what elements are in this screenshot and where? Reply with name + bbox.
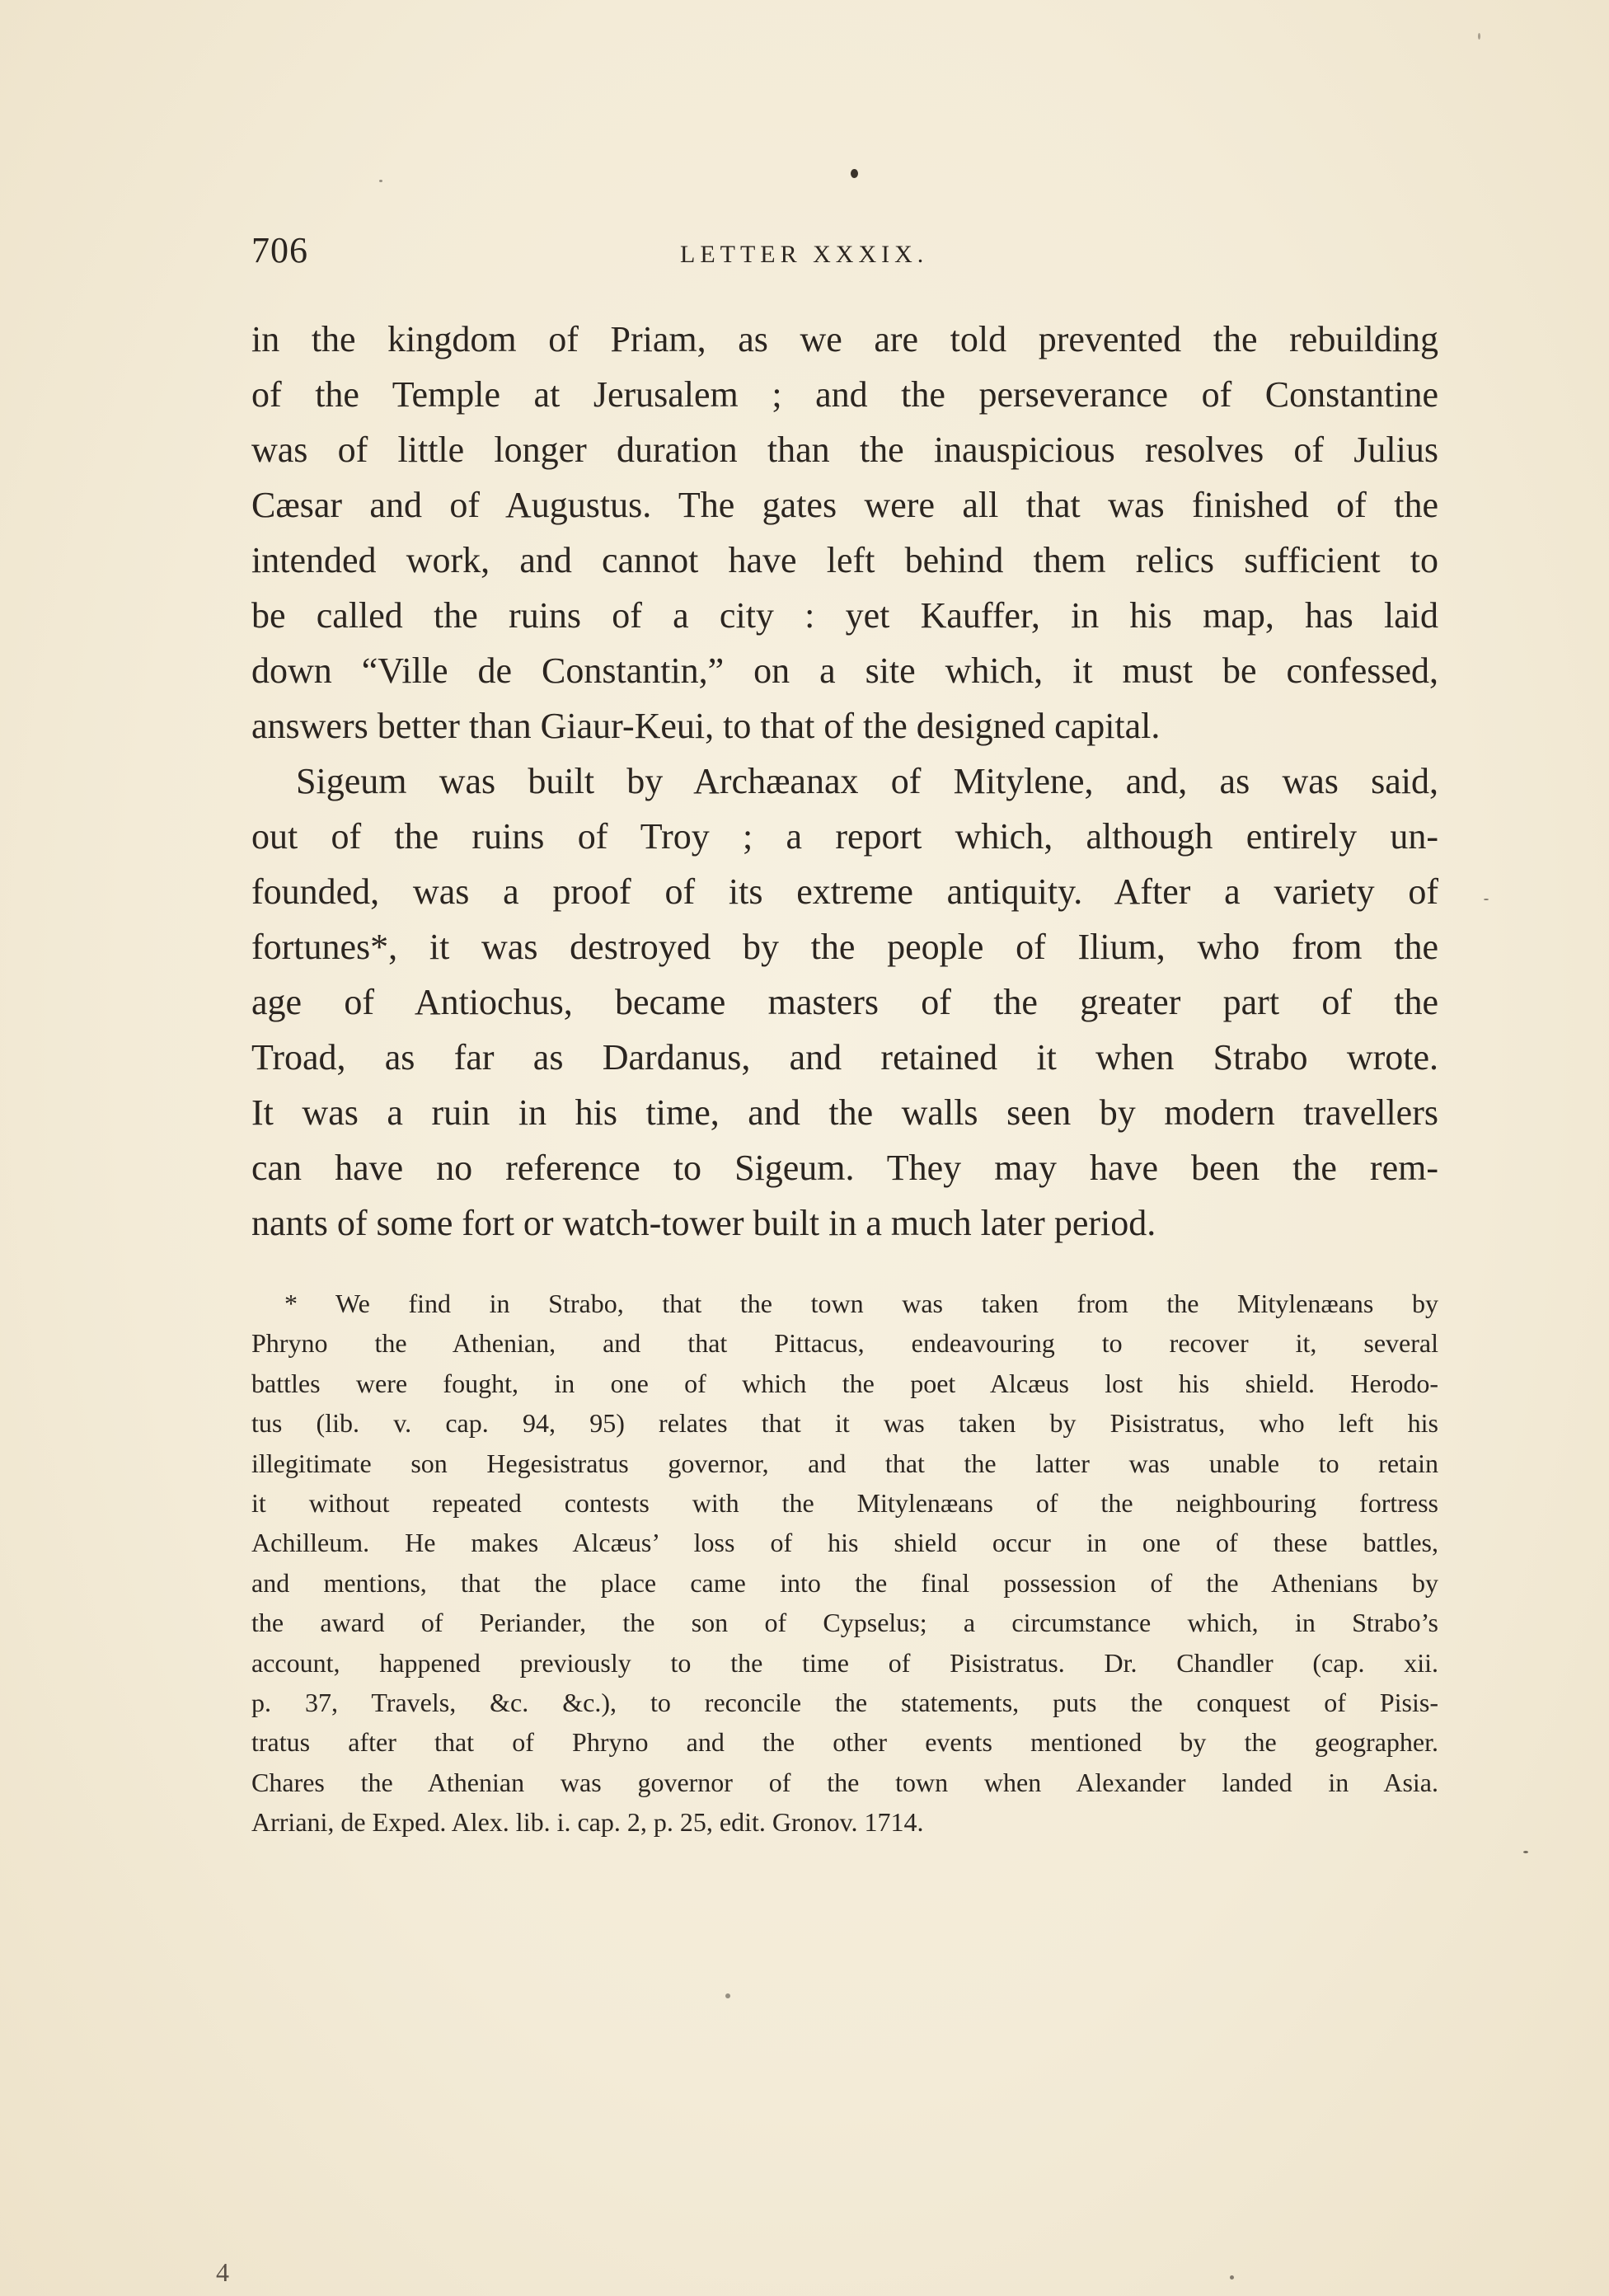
footnote-line: p. 37, Travels, &c. &c.), to reconcile the statements, puts the conquest of Pisis- bbox=[251, 1687, 1438, 1717]
footnote-line: it without repeated contests with the Mitylenæans of the neighbouring fortress bbox=[251, 1487, 1438, 1518]
text-line: intended work, and cannot have left behind them relics sufficient to bbox=[251, 540, 1438, 580]
ink-speck bbox=[725, 1993, 730, 1998]
text-line: out of the ruins of Troy ; a report which, although entirely un- bbox=[251, 816, 1438, 857]
footnote-line: account, happened previously to the time of Pisistratus. Dr. Chandler (cap. xii. bbox=[251, 1647, 1438, 1678]
text-line: Troad, as far as Dardanus, and retained it when Strabo wrote. bbox=[251, 1037, 1438, 1078]
page-header bbox=[251, 229, 1438, 279]
footnote-line: tus (lib. v. cap. 94, 95) relates that it was taken by Pisistratus, who left his bbox=[251, 1408, 1438, 1439]
main-text bbox=[251, 312, 1438, 1251]
text-line: nants of some fort or watch-tower built in a much later period. bbox=[251, 1203, 1156, 1243]
text-line: founded, was a proof of its extreme antiquity. After a variety of bbox=[251, 871, 1438, 912]
footnote-line: Arriani, de Exped. Alex. lib. i. cap. 2, p. 25, edit. Gronov. 1714. bbox=[251, 1807, 924, 1838]
text-line: down “Ville de Constantin,” on a site which, it must be confessed, bbox=[251, 650, 1438, 691]
ink-speck bbox=[1478, 33, 1480, 40]
text-line: Cæsar and of Augustus. The gates were all that was finished of the bbox=[251, 485, 1438, 525]
text-line: age of Antiochus, became masters of the greater part of the bbox=[251, 982, 1438, 1022]
text-line: be called the ruins of a city : yet Kauffer, in his map, has laid bbox=[251, 595, 1438, 636]
ink-speck bbox=[1523, 1851, 1528, 1853]
footnote-line: and mentions, that the place came into the final possession of the Athenians by bbox=[251, 1567, 1438, 1598]
footnote-line: tratus after that of Phryno and the other events mentioned by the geographer. bbox=[251, 1727, 1438, 1758]
text-line: can have no reference to Sigeum. They may have been the rem- bbox=[251, 1148, 1438, 1188]
text-line: of the Temple at Jerusalem ; and the perseverance of Constantine bbox=[251, 374, 1438, 415]
ink-speck bbox=[1484, 899, 1489, 900]
text-line: fortunes*, it was destroyed by the people of Ilium, who from the bbox=[251, 927, 1438, 967]
footnote bbox=[251, 1284, 1438, 1842]
signature-mark: 4 bbox=[216, 2257, 229, 2287]
text-line: It was a ruin in his time, and the walls seen by modern travellers bbox=[251, 1092, 1438, 1133]
footnote-line: illegitimate son Hegesistratus governor, and that the latter was unable to retain bbox=[251, 1448, 1438, 1478]
footnote-line: * We find in Strabo, that the town was taken from the Mitylenæans by bbox=[284, 1289, 1438, 1318]
ink-speck bbox=[1230, 2275, 1234, 2280]
footnote-line: Phryno the Athenian, and that Pittacus, endeavouring to recover it, several bbox=[251, 1328, 1438, 1359]
running-head: LETTER XXXIX. bbox=[680, 241, 929, 268]
footnote-line: battles were fought, in one of which the poet Alcæus lost his shield. Herodo- bbox=[251, 1368, 1438, 1398]
text-line: Sigeum was built by Archæanax of Mitylene, and, as was said, bbox=[296, 761, 1438, 801]
text-line: in the kingdom of Priam, as we are told prevented the rebuilding bbox=[251, 319, 1438, 359]
ink-speck bbox=[379, 180, 382, 182]
page-number: 706 bbox=[251, 230, 308, 270]
ink-speck bbox=[851, 169, 858, 178]
footnote-line: Chares the Athenian was governor of the town when Alexander landed in Asia. bbox=[251, 1767, 1438, 1797]
text-line: answers better than Giaur-Keui, to that of the designed capital. bbox=[251, 706, 1161, 746]
footnote-line: the award of Periander, the son of Cypselus; a circumstance which, in Strabo’s bbox=[251, 1608, 1438, 1638]
footnote-line: Achilleum. He makes Alcæus’ loss of his shield occur in one of these battles, bbox=[251, 1528, 1438, 1558]
text-line: was of little longer duration than the inauspicious resolves of Julius bbox=[251, 430, 1438, 470]
